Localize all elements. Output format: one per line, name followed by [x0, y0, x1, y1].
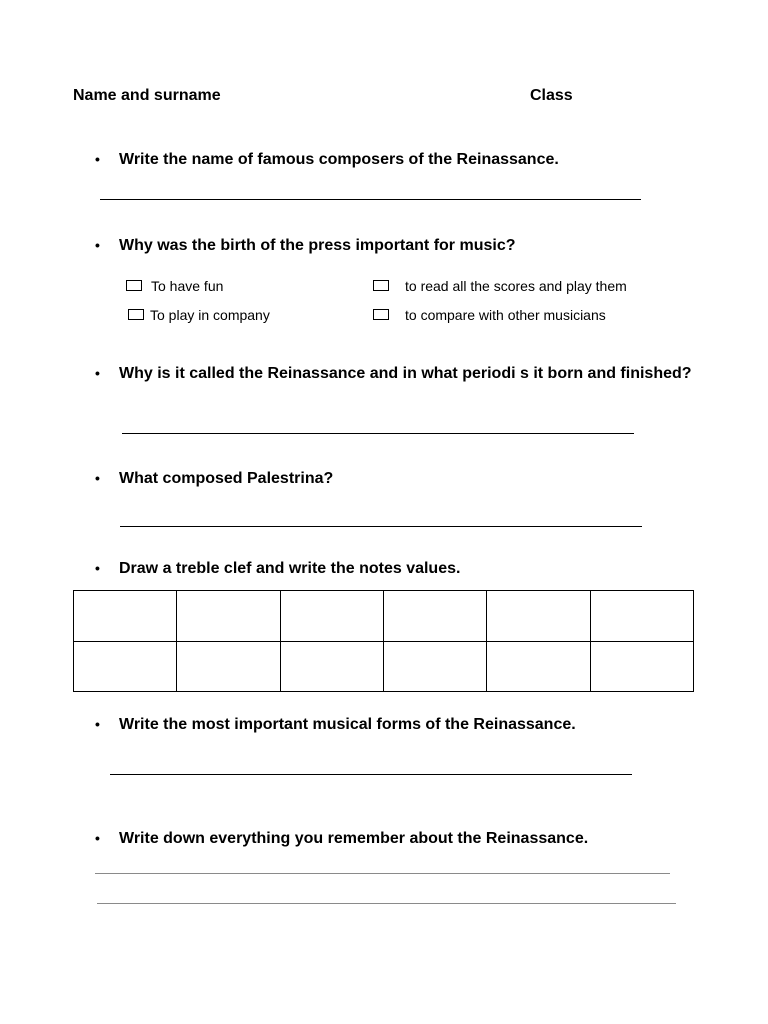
- answer-line[interactable]: [97, 903, 676, 904]
- bullet-icon: •: [95, 716, 100, 732]
- answer-line[interactable]: [95, 873, 670, 874]
- bullet-icon: •: [95, 830, 100, 846]
- grid-cell[interactable]: [383, 641, 486, 692]
- question-5: [95, 558, 655, 579]
- question-text: Draw a treble clef and write the notes values.: [119, 560, 461, 577]
- grid-cell[interactable]: [487, 641, 590, 692]
- answer-line[interactable]: [110, 774, 632, 775]
- question-3: [95, 363, 695, 384]
- question-text: Write down everything you remember about the Reinassance.: [119, 830, 589, 847]
- bullet-icon: •: [95, 560, 100, 576]
- question-1: [95, 149, 655, 170]
- grid-cell[interactable]: [590, 641, 693, 692]
- question-6: [95, 714, 695, 735]
- option-label: to compare with other musicians: [405, 307, 606, 323]
- grid-cell[interactable]: [74, 641, 177, 692]
- question-text: Write the name of famous composers of the Reinassance.: [119, 151, 559, 168]
- checkbox[interactable]: [126, 280, 142, 291]
- question-7: [95, 828, 715, 849]
- answer-line[interactable]: [122, 433, 634, 434]
- grid-cell[interactable]: [487, 591, 590, 642]
- option-label: To have fun: [151, 278, 224, 294]
- checkbox[interactable]: [373, 280, 389, 291]
- option-label: to read all the scores and play them: [405, 278, 627, 294]
- question-text: Why is it called the Reinassance and in what periodi s it born and finished?: [119, 365, 692, 382]
- bullet-icon: •: [95, 470, 100, 486]
- answer-line[interactable]: [100, 199, 641, 200]
- class-label: Class: [530, 87, 573, 104]
- question-text: What composed Palestrina?: [119, 470, 334, 487]
- question-2: [95, 235, 655, 256]
- name-surname-label: Name and surname: [73, 87, 221, 104]
- checkbox[interactable]: [128, 309, 144, 320]
- grid-cell[interactable]: [590, 591, 693, 642]
- grid-cell[interactable]: [383, 591, 486, 642]
- bullet-icon: •: [95, 365, 100, 381]
- grid-row: [74, 641, 694, 692]
- grid-cell[interactable]: [74, 591, 177, 642]
- grid-row: [74, 591, 694, 642]
- grid-cell[interactable]: [177, 641, 280, 692]
- answer-line[interactable]: [120, 526, 642, 527]
- option-label: To play in company: [150, 307, 270, 323]
- answer-grid: [73, 590, 694, 692]
- question-text: Write the most important musical forms of the Reinassance.: [119, 716, 576, 733]
- bullet-icon: •: [95, 151, 100, 167]
- grid-cell[interactable]: [280, 591, 383, 642]
- question-text: Why was the birth of the press important for music?: [119, 237, 516, 254]
- grid-cell[interactable]: [280, 641, 383, 692]
- grid-cell[interactable]: [177, 591, 280, 642]
- question-4: [95, 468, 655, 489]
- bullet-icon: •: [95, 237, 100, 253]
- checkbox[interactable]: [373, 309, 389, 320]
